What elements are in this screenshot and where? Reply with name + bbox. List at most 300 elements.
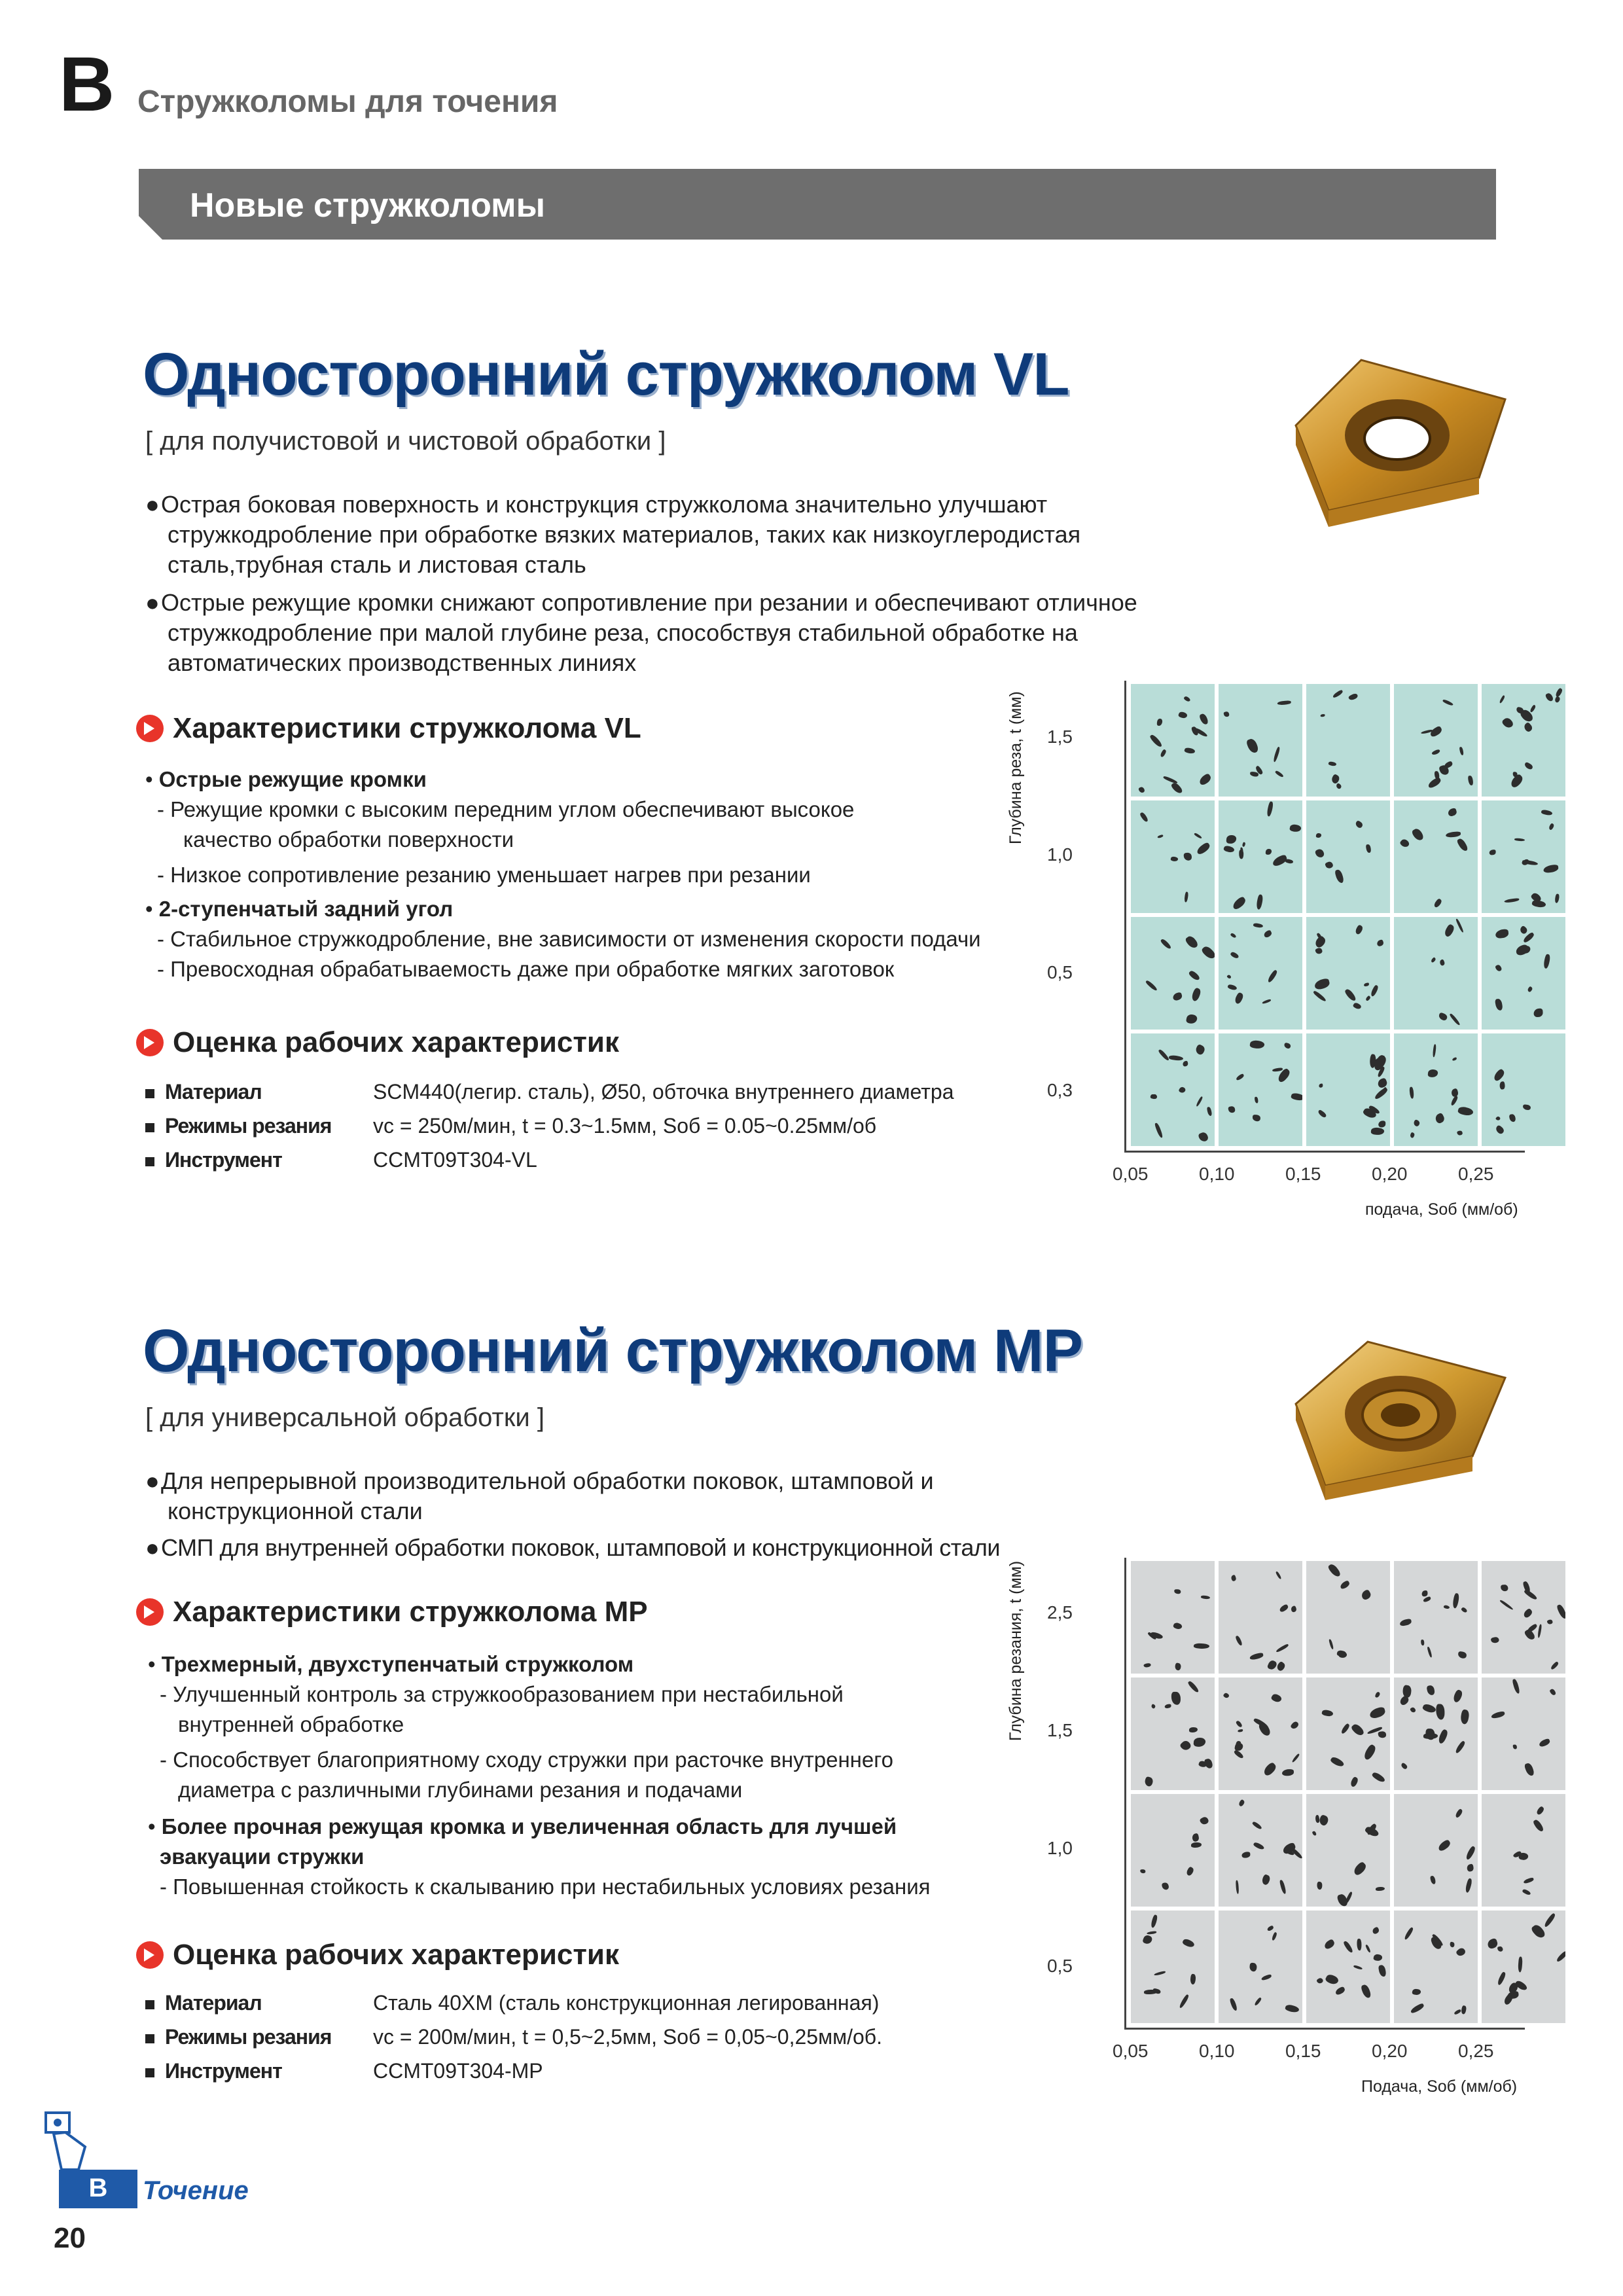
vl-perf-heading: Оценка рабочих характеристик (136, 1026, 619, 1059)
chip-fragment (1149, 733, 1163, 748)
chip-fragment (1317, 1109, 1327, 1119)
chip-fragment (1353, 1001, 1362, 1009)
chip-fragment (1457, 1651, 1467, 1659)
chip-fragment (1374, 1087, 1389, 1100)
chip-fragment (1431, 749, 1441, 757)
chip-fragment (1258, 1721, 1272, 1738)
chip-fragment (1335, 783, 1342, 790)
chip-fragment (1459, 1709, 1470, 1725)
chip-fragment (1318, 1084, 1323, 1088)
chip-fragment (1231, 895, 1247, 910)
chip-fragment (1191, 726, 1199, 736)
chip-fragment (1187, 1680, 1200, 1694)
chip-fragment (1430, 1875, 1436, 1884)
vl-chart-ylabel: Глубина реза, t (мм) (1007, 691, 1025, 844)
chip-fragment (1465, 1845, 1476, 1860)
chip-fragment (1437, 1729, 1450, 1744)
chip-fragment (1443, 1604, 1450, 1609)
chip-fragment (1452, 1592, 1460, 1608)
mp-xtick: 0,05 (1113, 2041, 1149, 2061)
chip-fragment (1427, 1646, 1433, 1657)
chip-fragment (1421, 1640, 1424, 1645)
chip-fragment (1327, 1562, 1342, 1578)
chip-fragment (1514, 838, 1525, 842)
chip-fragment (1261, 1974, 1272, 1981)
chip-fragment (1249, 1962, 1257, 1972)
chip-fragment (1175, 1589, 1181, 1594)
mp-ytick: 1,5 (1047, 1720, 1073, 1740)
chip-fragment (1495, 1124, 1505, 1135)
chip-fragment (1183, 696, 1190, 703)
chip-photo-cell (1131, 1677, 1215, 1790)
chip-photo-cell (1131, 1033, 1215, 1146)
chip-fragment (1143, 1662, 1151, 1668)
chip-fragment (1196, 842, 1211, 855)
chip-fragment (1162, 1882, 1169, 1890)
chip-photo-cell (1482, 684, 1565, 797)
chip-fragment (1546, 1619, 1553, 1624)
chip-fragment (1172, 992, 1183, 1001)
vl-xtick: 0,20 (1372, 1164, 1408, 1184)
chip-photo-cell (1394, 1677, 1478, 1790)
chip-fragment (1524, 1628, 1536, 1641)
chip-fragment (1410, 1132, 1416, 1138)
chip-fragment (1285, 2003, 1300, 2014)
chip-fragment (1436, 1704, 1444, 1720)
chip-fragment (1140, 1870, 1146, 1874)
chip-fragment (1146, 1931, 1156, 1935)
chip-fragment (1143, 1776, 1154, 1787)
chip-fragment (1185, 747, 1196, 754)
chip-fragment (1231, 1575, 1237, 1582)
chip-fragment (1529, 705, 1536, 713)
vl-features-heading: Характеристики стружколома VL (136, 712, 641, 745)
chip-photo-cell (1482, 1794, 1565, 1907)
chip-fragment (1446, 832, 1461, 838)
chip-fragment (1142, 1934, 1152, 1945)
chip-fragment (1249, 772, 1258, 777)
chip-fragment (1249, 1653, 1264, 1660)
chip-fragment (1253, 1841, 1265, 1851)
chip-fragment (1454, 1740, 1466, 1754)
chip-fragment (1366, 996, 1372, 1001)
chip-fragment (1323, 1939, 1336, 1950)
chip-fragment (1230, 950, 1240, 960)
vl-chip-photo-grid (1131, 684, 1565, 1146)
chip-fragment (1454, 1808, 1463, 1819)
chip-fragment (1548, 823, 1555, 830)
chip-photo-cell (1482, 1910, 1565, 2023)
page-number: 20 (54, 2222, 86, 2254)
chip-fragment (1266, 849, 1272, 855)
chip-fragment (1179, 1994, 1190, 2009)
chip-fragment (1191, 1842, 1202, 1848)
chip-fragment (1443, 924, 1456, 938)
vl-xtick: 0,15 (1285, 1164, 1321, 1184)
chip-fragment (1262, 998, 1272, 1003)
chip-photo-cell (1219, 1561, 1302, 1674)
vl-subtitle: [ для получистовой и чистовой обработки ] (145, 427, 666, 456)
mp-perf-heading: Оценка рабочих характеристик (136, 1939, 619, 1971)
chip-fragment (1198, 1131, 1209, 1143)
chip-fragment (1170, 781, 1183, 795)
vl-chart-yaxis (1124, 681, 1126, 1152)
chip-fragment (1539, 1738, 1551, 1748)
mp-xtick: 0,15 (1285, 2041, 1321, 2061)
mp-subtitle: [ для универсальной обработки ] (145, 1403, 544, 1432)
vl-insert-image (1283, 347, 1525, 530)
chip-fragment (1509, 1114, 1516, 1123)
chip-fragment (1291, 1753, 1300, 1763)
chip-fragment (1459, 746, 1464, 755)
chip-fragment (1150, 1094, 1157, 1100)
chip-fragment (1192, 1833, 1200, 1842)
chip-fragment (1165, 1704, 1171, 1708)
mp-xtick: 0,25 (1458, 2041, 1494, 2061)
chip-fragment (1199, 713, 1209, 726)
chip-fragment (1330, 774, 1341, 785)
chip-fragment (1198, 772, 1213, 786)
chip-fragment (1144, 1990, 1158, 1994)
chip-fragment (1321, 1709, 1334, 1717)
chip-fragment (1230, 1998, 1238, 2011)
chip-fragment (1321, 714, 1325, 717)
chip-fragment (1442, 698, 1454, 706)
vl-xtick: 0,05 (1113, 1164, 1149, 1184)
chip-fragment (1554, 687, 1563, 698)
chip-fragment (1455, 1946, 1467, 1958)
chip-fragment (1499, 1081, 1505, 1089)
chip-fragment (1378, 1964, 1386, 1977)
chip-fragment (1273, 747, 1281, 762)
chip-fragment (1262, 1762, 1278, 1777)
chip-photo-cell (1394, 684, 1478, 797)
chip-fragment (1254, 1997, 1262, 2006)
chip-fragment (1522, 1889, 1531, 1897)
chip-fragment (1349, 1776, 1359, 1787)
chip-fragment (1427, 1069, 1438, 1078)
chip-fragment (1450, 1095, 1459, 1106)
chip-fragment (1524, 762, 1533, 770)
chip-fragment (1501, 1584, 1508, 1591)
chip-photo-cell (1131, 800, 1215, 913)
chip-fragment (1535, 1806, 1545, 1816)
mp-chart-yaxis (1124, 1558, 1126, 2029)
vl-ytick: 0,3 (1047, 1080, 1073, 1100)
vl-spec-mode: Режимы резания vc = 250м/мин, t = 0.3~1.5мм, Sоб = 0.05~0.25мм/об (145, 1114, 996, 1140)
chip-fragment (1160, 749, 1167, 758)
chip-fragment (1255, 1096, 1258, 1103)
chip-fragment (1537, 1624, 1542, 1638)
vl-ytick: 1,0 (1047, 844, 1073, 865)
chip-photo-cell (1219, 800, 1302, 913)
chip-fragment (1241, 1852, 1251, 1858)
chip-fragment (1160, 938, 1171, 950)
vl-xtick: 0,10 (1199, 1164, 1235, 1184)
chip-fragment (1150, 1704, 1156, 1709)
chip-fragment (1291, 1605, 1297, 1613)
chip-fragment (1179, 1739, 1192, 1751)
chip-fragment (1340, 1723, 1351, 1735)
chip-fragment (1188, 969, 1201, 982)
chip-fragment (1457, 1105, 1474, 1117)
chip-fragment (1501, 717, 1514, 730)
chip-fragment (1456, 837, 1469, 853)
chip-fragment (1145, 979, 1158, 992)
chip-fragment (1452, 1057, 1457, 1061)
chip-fragment (1156, 719, 1162, 726)
chip-fragment (1184, 891, 1188, 902)
mp-xtick: 0,20 (1372, 2041, 1408, 2061)
chip-fragment (1154, 1971, 1166, 1976)
chip-fragment (1427, 1685, 1435, 1695)
chip-photo-cell (1306, 684, 1390, 797)
chip-fragment (1360, 1984, 1371, 1999)
chip-fragment (1270, 1693, 1282, 1704)
chip-fragment (1512, 1679, 1520, 1695)
chip-fragment (1238, 1729, 1243, 1732)
chip-fragment (1226, 974, 1232, 979)
chip-fragment (1272, 1931, 1278, 1941)
chip-fragment (1342, 1940, 1353, 1954)
chip-fragment (1351, 1722, 1365, 1736)
chip-photo-cell (1131, 917, 1215, 1030)
chip-photo-cell (1482, 1033, 1565, 1146)
chip-fragment (1226, 835, 1237, 844)
chip-fragment (1495, 964, 1502, 972)
chip-fragment (1533, 1009, 1543, 1018)
chip-fragment (1184, 934, 1199, 950)
chip-fragment (1314, 848, 1325, 859)
chip-fragment (1275, 770, 1284, 778)
chip-fragment (1230, 932, 1238, 939)
mp-bullet-1: ●Для непрерывной производительной обработки поковок, штамповой и конструкционной стали (145, 1467, 934, 1524)
chip-fragment (1241, 842, 1246, 848)
chip-fragment (1182, 1937, 1196, 1949)
mp-bullet-2: ●СМП для внутренней обработки поковок, штамповой и конструкционной стали (145, 1534, 1000, 1561)
chip-fragment (1339, 1651, 1347, 1659)
mp-features-heading: Характеристики стружколома MP (136, 1596, 648, 1628)
mp-chart-xaxis (1124, 2028, 1525, 2030)
chip-fragment (1399, 1618, 1412, 1626)
chip-fragment (1497, 1946, 1504, 1952)
chip-fragment (1423, 1596, 1432, 1602)
footer-section-name: Точение (143, 2176, 249, 2205)
vl-xtick: 0,25 (1458, 1164, 1494, 1184)
chip-fragment (1313, 990, 1327, 1003)
chip-fragment (1290, 1720, 1299, 1730)
chip-fragment (1410, 1706, 1416, 1713)
chip-fragment (1150, 1631, 1164, 1640)
chip-fragment (1541, 809, 1552, 816)
chip-fragment (1190, 1974, 1196, 1985)
chip-fragment (1378, 1121, 1385, 1128)
chip-photo-cell (1306, 800, 1390, 913)
chip-fragment (1431, 956, 1437, 963)
chip-fragment (1410, 1086, 1414, 1099)
chip-fragment (1421, 1590, 1427, 1596)
arrow-circle-icon (136, 1941, 164, 1969)
chip-fragment (1266, 801, 1274, 817)
chip-photo-cell (1482, 1561, 1565, 1674)
chip-photo-cell (1219, 1033, 1302, 1146)
chip-fragment (1490, 1711, 1505, 1719)
chip-fragment (1325, 1973, 1340, 1986)
chip-fragment (1523, 1608, 1534, 1619)
chip-fragment (1236, 1880, 1240, 1893)
chip-fragment (1324, 861, 1333, 869)
chip-fragment (1549, 1688, 1556, 1696)
chip-fragment (1266, 969, 1278, 983)
chip-photo-cell (1482, 917, 1565, 1030)
chip-fragment (1284, 1043, 1292, 1050)
chip-fragment (1255, 894, 1264, 910)
chip-fragment (1527, 986, 1533, 992)
chip-fragment (1499, 1599, 1513, 1610)
chip-fragment (1460, 2005, 1467, 2015)
chip-fragment (1289, 824, 1302, 833)
chip-fragment (1495, 1116, 1501, 1122)
chip-fragment (1378, 1731, 1387, 1738)
chip-fragment (1413, 1119, 1421, 1127)
chip-fragment (1138, 786, 1145, 794)
chip-fragment (1399, 838, 1410, 849)
chip-fragment (1432, 1044, 1436, 1057)
chip-photo-cell (1219, 1677, 1302, 1790)
chip-fragment (1183, 852, 1192, 861)
chip-fragment (1194, 1643, 1209, 1649)
chip-fragment (1332, 689, 1344, 698)
chip-photo-cell (1306, 1033, 1390, 1146)
chip-fragment (1518, 1956, 1524, 1972)
chip-fragment (1513, 1745, 1518, 1750)
chip-fragment (1223, 845, 1235, 854)
chip-photo-cell (1482, 1677, 1565, 1790)
chip-fragment (1456, 1130, 1463, 1136)
chip-fragment (1366, 844, 1371, 852)
chip-fragment (1236, 1720, 1243, 1728)
chip-fragment (1190, 987, 1202, 1001)
chip-fragment (1353, 1861, 1368, 1876)
chip-fragment (1318, 1814, 1330, 1827)
chip-fragment (1158, 1049, 1169, 1062)
chip-fragment (1464, 1878, 1472, 1893)
vl-chart-xlabel: подача, Sоб (мм/об) (1365, 1200, 1518, 1219)
chip-fragment (1508, 774, 1524, 789)
chip-fragment (1227, 983, 1237, 991)
chip-photo-cell (1394, 1910, 1478, 2023)
chip-fragment (1357, 1939, 1362, 1950)
chip-fragment (1524, 1763, 1535, 1777)
chip-fragment (1362, 1744, 1378, 1761)
vl-spec-tool: Инструмент CCMT09T304-VL (145, 1148, 996, 1174)
chip-photo-cell (1394, 800, 1478, 913)
chip-fragment (1263, 930, 1273, 939)
chip-fragment (1514, 944, 1529, 957)
chip-fragment (1519, 925, 1529, 935)
vl-chart-xaxis (1124, 1151, 1525, 1153)
chip-fragment (1554, 695, 1561, 703)
chip-fragment (1330, 1755, 1345, 1768)
chip-fragment (1328, 761, 1336, 767)
chip-fragment (1454, 2009, 1461, 2015)
chip-fragment (1371, 1770, 1385, 1784)
chip-fragment (1316, 1977, 1324, 1985)
chip-fragment (1354, 924, 1364, 935)
chip-fragment (1277, 700, 1291, 705)
chip-fragment (1436, 1839, 1452, 1852)
arrow-circle-icon (136, 1029, 164, 1056)
chip-fragment (1543, 954, 1551, 969)
chip-fragment (1315, 947, 1323, 955)
chip-fragment (1236, 1636, 1243, 1647)
chip-fragment (1171, 1692, 1181, 1705)
chip-fragment (1223, 1692, 1230, 1698)
chip-fragment (1369, 984, 1379, 997)
vl-features-list: • Острые режущие кромки - Режущие кромки с высоким передним углом обеспечивают высокое качество обработки поверхности - Низкое сопротивление резанию уменьшает нагрев при резании • 2-ступенчатый задний угол - Стабильное стружкодробление, вне зависимости от изменения скорости подачи - Превосходная обрабатываемость даже при обработке мягких заготовок (145, 767, 981, 981)
chip-fragment (1543, 1912, 1557, 1928)
section-title: Стружколомы для точения (137, 84, 558, 119)
chip-fragment (1329, 1639, 1334, 1649)
mp-ytick: 1,0 (1047, 1838, 1073, 1858)
chip-fragment (1449, 1013, 1461, 1026)
chip-fragment (1365, 1945, 1371, 1953)
chip-fragment (1353, 1965, 1363, 1971)
chip-fragment (1556, 1604, 1565, 1620)
chip-fragment (1400, 1762, 1409, 1770)
chip-fragment (1282, 1769, 1294, 1776)
chip-fragment (1261, 1874, 1272, 1886)
chip-fragment (1496, 1971, 1507, 1986)
chip-fragment (1543, 864, 1559, 873)
chip-fragment (1154, 1122, 1163, 1138)
chip-photo-cell (1131, 1561, 1215, 1674)
chip-fragment (1533, 1819, 1544, 1833)
chip-fragment (1236, 1073, 1245, 1081)
chip-photo-cell (1219, 1794, 1302, 1907)
chip-fragment (1139, 812, 1149, 823)
chip-fragment (1195, 1096, 1203, 1107)
chip-fragment (1334, 1986, 1346, 1996)
chip-fragment (1253, 923, 1264, 929)
chip-fragment (1189, 1727, 1198, 1732)
mp-chart-xlabel: Подача, Sоб (мм/об) (1361, 2077, 1518, 2096)
chip-fragment (1376, 1887, 1385, 1891)
chip-fragment (1450, 1941, 1455, 1947)
mp-title: Односторонний стружколом MP (143, 1318, 1082, 1384)
chip-fragment (1518, 1852, 1529, 1861)
chip-fragment (1495, 929, 1510, 939)
vl-title: Односторонний стружколом VL (143, 341, 1069, 408)
chip-fragment (1275, 1643, 1289, 1653)
chip-photo-cell (1394, 917, 1478, 1030)
chip-fragment (1468, 776, 1473, 785)
chip-fragment (1364, 982, 1370, 986)
chip-fragment (1439, 959, 1446, 966)
chip-fragment (1556, 1950, 1565, 1962)
chip-fragment (1168, 1054, 1183, 1061)
chip-fragment (1373, 1953, 1383, 1961)
vl-bullet-1: ●Острая боковая поверхность и конструкция стружколома значительно улучшают стружкодробление при обработке вязких материалов, таких как низкоуглеродистая сталь,трубная сталь и листовая сталь (145, 491, 1081, 578)
mp-spec-material: Материал Сталь 40ХМ (сталь конструкционная легированная) (145, 1991, 996, 2017)
chip-fragment (1275, 1571, 1281, 1580)
chip-fragment (1334, 869, 1345, 884)
chip-fragment (1438, 1012, 1448, 1021)
chip-fragment (1499, 694, 1505, 703)
chip-fragment (1427, 776, 1442, 789)
chip-photo-cell (1394, 1794, 1478, 1907)
chip-fragment (1455, 918, 1464, 933)
